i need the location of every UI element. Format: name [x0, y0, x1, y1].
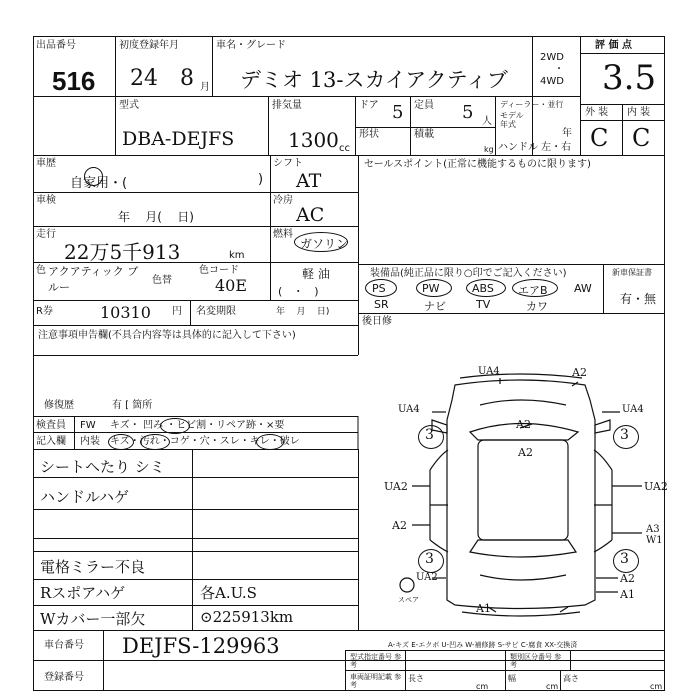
shift-value: AT: [296, 170, 322, 192]
color-code-value: 40E: [215, 276, 248, 295]
door-label: ドア: [359, 100, 379, 111]
color-code-label: 色コード: [199, 265, 239, 276]
int-circle-3: [256, 434, 284, 450]
kg-unit: kg: [484, 145, 494, 154]
equip-airbag: エアB: [518, 284, 548, 297]
history-value: 自家用・(: [70, 176, 128, 191]
car-name: デミオ 13-スカイアクティブ: [240, 68, 508, 92]
lot-label: 出品番号: [36, 40, 76, 51]
doors-value: 5: [392, 102, 404, 123]
equip-abs-circle: [466, 279, 506, 297]
dims-label: 車両証明記載 参考: [350, 673, 402, 689]
disp-value: 1300: [288, 128, 339, 152]
remark-5: 電格ミラー不良: [40, 558, 146, 576]
tire-front-right: 3: [620, 427, 629, 443]
tire-rear-left: 3: [425, 551, 434, 567]
capacity-label: 定員: [414, 100, 434, 111]
inspection-value: 年 月( 日): [118, 210, 194, 224]
drive-4wd: 4WD: [540, 76, 564, 87]
mark-rear-left-ua2: UA2: [416, 572, 438, 583]
inspector-label1: 検査員: [36, 420, 66, 431]
remark-7: Wカバー一部欠: [40, 610, 146, 628]
equip-pw-circle: [416, 279, 452, 297]
mark-right-door-ua2: UA2: [644, 480, 668, 493]
sales-title: セールスポイント(正常に機能するものに限ります): [364, 159, 591, 170]
fuel-diesel: 軽 油: [302, 267, 330, 281]
score-value: 3.5: [602, 58, 657, 98]
remark-right-1: 各A.U.S: [200, 584, 257, 602]
disp-label: 排気量: [272, 100, 302, 111]
equipment-title: 装備品(純正品に限り○印でご記入ください): [370, 268, 567, 279]
shift-label: シフト: [273, 158, 303, 169]
remark-6: Rスポアハゲ: [40, 584, 126, 602]
handle-label: ハンドル 左・右: [498, 142, 572, 153]
equip-ps-circle: [365, 279, 397, 297]
mark-front-ua4: UA4: [478, 366, 500, 377]
int-grade: C: [632, 124, 651, 152]
height-label: 高さ: [563, 674, 579, 683]
height-cm: cm: [650, 682, 663, 691]
equip-sr: SR: [374, 298, 389, 311]
drive-2wd: 2WD: [540, 52, 564, 63]
mark-hood-a2: A2: [516, 418, 531, 431]
remark-right-2: ⊙225913km: [200, 608, 294, 626]
load-label: 積載: [414, 129, 434, 140]
equip-abs: ABS: [472, 282, 494, 295]
int-label: 内 装: [627, 107, 651, 118]
warranty-value: 有・無: [620, 292, 657, 306]
equip-navi: ナビ: [424, 300, 446, 313]
model-year-label: モデル 年式: [500, 111, 524, 129]
car-name-label: 車名・グレード: [216, 40, 286, 51]
mark-front-a2: A2: [572, 366, 587, 379]
ac-value: AC: [296, 204, 325, 226]
fw-items: キズ・ 凹み ・ヒビ割・リペア跡・×要: [110, 420, 285, 431]
mark-rear-right-a2: A2: [620, 572, 635, 585]
remark-2: ハンドルハゲ: [40, 488, 129, 506]
recycle-value: 10310: [100, 303, 151, 322]
fw-circle: [160, 418, 190, 434]
equip-leather: カワ: [526, 300, 548, 313]
title-change-value: 年 月 日): [276, 307, 330, 317]
mileage-value: 22万5千913: [64, 240, 181, 264]
recycle-label: R券: [36, 306, 53, 317]
ext-grade: C: [590, 124, 609, 152]
tire-front-left: 3: [425, 427, 434, 443]
person-unit: 人: [482, 116, 492, 127]
title-change-label: 名変期限: [196, 306, 236, 317]
mark-left-door-ua2: UA2: [384, 480, 408, 493]
mark-roof-a2: A2: [518, 446, 533, 459]
equip-airbag-circle: [512, 279, 558, 297]
reg-label: 初度登録年月: [119, 40, 179, 51]
class-num-label: 類別区分番号 参考: [510, 653, 562, 669]
equip-aw: AW: [574, 282, 592, 295]
lot-number: 516: [52, 66, 96, 96]
history-label: 車歴: [36, 158, 56, 169]
mark-right-rear-a3w1: A3 W1: [646, 524, 663, 546]
mark-rear-bumper-a1: A1: [476, 602, 491, 615]
interior-items: キズ・汚れ・コゲ・穴・スレ・キレ・破レ: [110, 436, 300, 447]
width-cm: cm: [546, 682, 559, 691]
capacity-value: 5: [462, 102, 474, 123]
notes-title: 注意事項申告欄(不具合内容等は具体的に記入して下さい): [38, 330, 296, 341]
mark-left-mirror-ua4: UA4: [398, 404, 420, 415]
type-cert-label: 型式指定番号 参考: [350, 653, 402, 669]
int-circle-2: [140, 434, 170, 450]
chassis-value: DEJFS-129963: [122, 634, 280, 658]
mark-rear-right-a1: A1: [620, 588, 635, 601]
mileage-label: 走行: [36, 229, 56, 240]
inspector-label2: 記入欄: [36, 436, 66, 447]
month-unit: 月: [200, 82, 210, 93]
equip-tv: TV: [476, 298, 491, 311]
score-label: 評 価 点: [595, 40, 632, 51]
warranty-label: 新車保証書: [612, 268, 652, 277]
chassis-label: 車台番号: [44, 640, 84, 651]
equip-ps: PS: [372, 282, 386, 295]
model-value: DBA-DEJFS: [122, 128, 235, 150]
fuel-gas: ガソリン: [300, 237, 349, 251]
fuel-label: 燃料: [273, 229, 293, 240]
fuel-paren: ( ・ ): [278, 285, 319, 298]
mark-left-rear-a2: A2: [392, 519, 407, 532]
ac-label: 冷房: [273, 195, 293, 206]
repair-value: 有 [ 箇所: [112, 400, 153, 411]
mark-right-mirror-ua4: UA4: [622, 404, 644, 415]
post-repair-label: 後日修: [362, 316, 392, 327]
width-label: 幅: [508, 674, 516, 683]
fw-label: FW: [80, 420, 96, 431]
drive-dot: ・: [554, 64, 564, 75]
dealer-label: ディーラー・並行: [500, 100, 564, 109]
reg-number-label: 登録番号: [44, 672, 84, 683]
reg-year: 24: [130, 66, 158, 91]
history-close: ): [258, 172, 264, 187]
remark-1: シートヘたり シミ: [40, 458, 165, 476]
length-cm: cm: [476, 682, 489, 691]
history-circle: [84, 167, 103, 186]
cc-unit: cc: [339, 143, 350, 154]
damage-legend: A-キズ E-エクボ U-凹み W-補修跡 S-サビ C-腐食 XX-交換済: [388, 641, 578, 649]
model-label: 型式: [119, 100, 139, 111]
year-unit: 年: [562, 128, 572, 139]
ext-label: 外 装: [585, 107, 609, 118]
inspection-label: 車検: [36, 195, 56, 206]
color-value: アクアティック ブルー: [48, 265, 139, 294]
repair-label: 修復歴: [44, 400, 74, 411]
reg-month: 8: [180, 66, 194, 91]
fuel-circle: [294, 232, 348, 252]
km-unit: km: [229, 250, 245, 261]
int-circle-1: [108, 434, 134, 450]
yen-unit: 円: [172, 306, 182, 317]
interior-label: 内装: [80, 436, 100, 447]
color-change-label: 色替: [152, 275, 172, 286]
tire-rear-right: 3: [620, 551, 629, 567]
length-label: 長さ: [408, 674, 424, 683]
spare-label: スペア: [398, 596, 419, 604]
color-label: 色: [36, 265, 46, 276]
equip-pw: PW: [422, 282, 440, 295]
shape-label: 形状: [359, 129, 379, 140]
